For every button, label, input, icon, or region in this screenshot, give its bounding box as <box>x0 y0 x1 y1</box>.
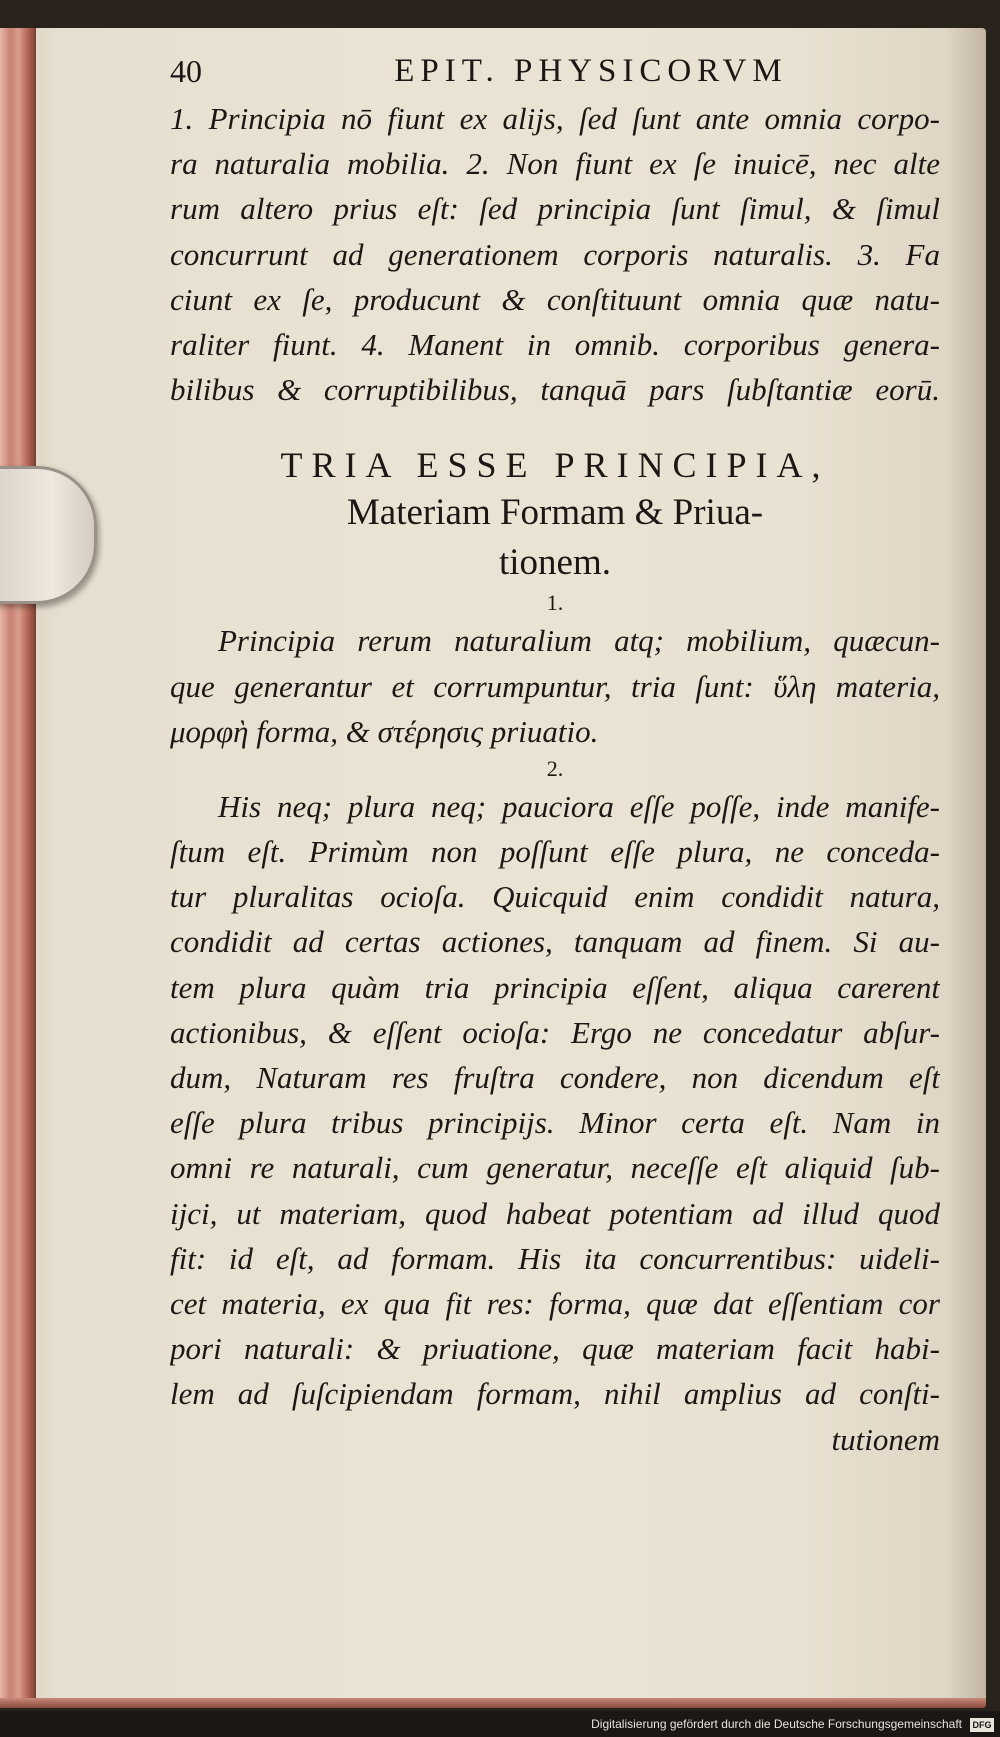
text-line: raliter fiunt. 4. Manent in omnib. corporibus genera- <box>170 326 940 362</box>
text-line: ijci, ut materiam, quod habeat potentiam ad illud quod <box>170 1195 940 1231</box>
text-line: rum altero prius eſt: ſed principia ſunt ſimul, & ſimul <box>170 191 940 227</box>
text-line: lem ad ſuſcipiendam formam, nihil amplius ad conſti- <box>170 1376 940 1412</box>
text-line: pori naturali: & priuatione, quæ materiam facit habi- <box>170 1331 940 1367</box>
paper-clip <box>0 466 97 604</box>
footer-credit: Digitalisierung gefördert durch die Deutsche Forschungsgemeinschaft <box>591 1717 962 1731</box>
digitization-footer <box>0 1711 1000 1737</box>
text-line: ſtum eſt. Primùm non poſſunt eſſe plura, ne conceda- <box>170 834 940 870</box>
text-line: dum, Naturam res fruſtra condere, non dicendum eſt <box>170 1060 940 1095</box>
section-heading-line-2: Materiam Formam & Priua- <box>346 492 764 534</box>
text-line: tem plura quàm tria principia eſſent, aliqua carerent <box>170 969 940 1005</box>
text-line: ciunt ex ſe, producunt & conſtituunt omnia quæ natu- <box>170 281 940 317</box>
running-title: EPIT. PHYSICORVM <box>394 53 788 89</box>
book-page <box>0 28 986 1708</box>
section-heading <box>170 442 940 588</box>
text-line: fit: id eſt, ad formam. His ita concurrentibus: uideli- <box>170 1240 940 1276</box>
text-line: Principia rerum naturalium atq; mobilium, quæcun- <box>218 623 940 659</box>
paragraph-1 <box>170 618 940 754</box>
section-heading-line-1: TRIA ESSE PRINCIPIA, <box>280 445 830 486</box>
section-heading-line-3: tionem. <box>498 542 611 584</box>
text-line: omni re naturali, cum generatur, neceſſe eſt aliquid ſub- <box>170 1150 940 1186</box>
text-line: 1. Principia nō fiunt ex alijs, ſed ſunt ante omnia corpo- <box>170 101 940 136</box>
catchword: tutionem <box>831 1421 940 1457</box>
text-line: cet materia, ex qua fit res: forma, quæ dat eſſentiam cor <box>170 1285 940 1321</box>
page-text <box>170 46 940 1462</box>
paragraph-2 <box>170 784 940 1462</box>
page-number: 40 <box>170 53 202 89</box>
paragraph-number-2: 2. <box>546 755 564 781</box>
text-line: μορφὴ forma, & στέρησις priuatio. <box>170 713 599 749</box>
text-line: His neq; plura neq; pauciora eſſe poſſe, inde manife- <box>218 788 940 824</box>
text-line: condidit ad certas actiones, tanquam ad finem. Si au- <box>170 924 940 960</box>
text-line: concurrunt ad generationem corporis naturalis. 3. Fa <box>170 236 940 272</box>
text-line: que generantur et corrumpuntur, tria ſunt: ὕλη materia, <box>170 668 940 704</box>
top-paragraph <box>170 96 940 412</box>
page-bottom-edge <box>0 1698 986 1708</box>
text-line: bilibus & corruptibilibus, tanquā pars ſubſtantiæ eorū. <box>170 372 940 408</box>
text-line: ra naturalia mobilia. 2. Non fiunt ex ſe inuicē, nec alte <box>170 146 940 182</box>
page-gutter-shade <box>946 28 986 1708</box>
page-edge-line <box>34 28 36 1708</box>
paragraph-number-1: 1. <box>546 590 564 616</box>
page-edge-red <box>0 28 34 1708</box>
running-header <box>170 46 940 96</box>
text-line: eſſe plura tribus principijs. Minor certa eſt. Nam in <box>170 1105 940 1141</box>
text-line: actionibus, & eſſent ocioſa: Ergo ne concedatur abſur- <box>170 1014 940 1050</box>
text-line: tur pluralitas ocioſa. Quicquid enim condidit natura, <box>170 879 940 915</box>
dfg-logo: DFG <box>970 1718 994 1732</box>
